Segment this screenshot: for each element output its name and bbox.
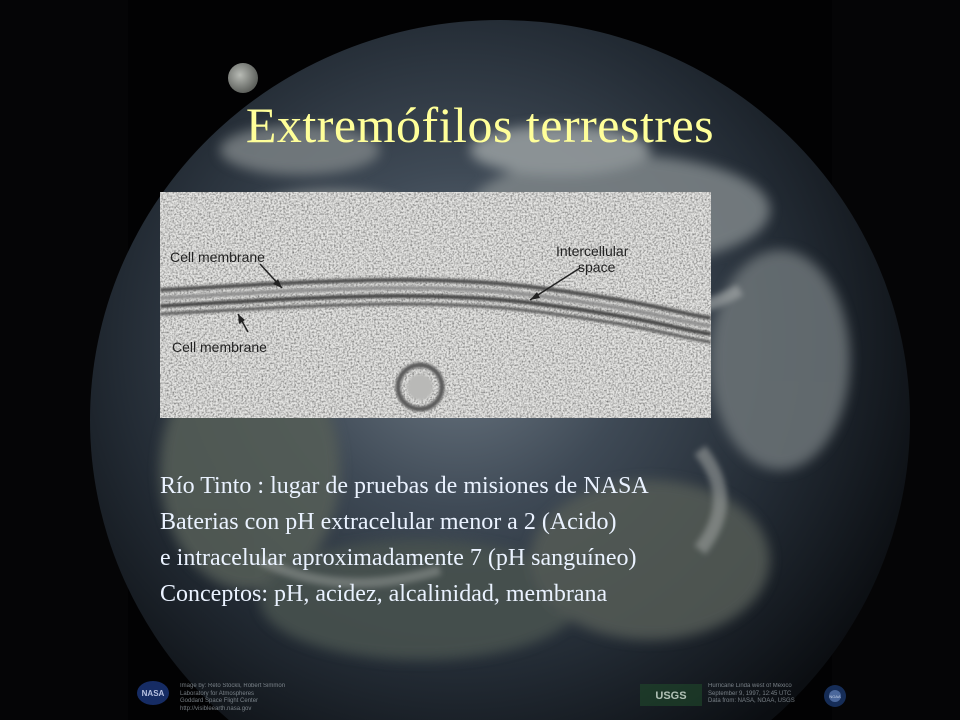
body-text [160, 468, 649, 612]
body-line: Baterias con pH extracelular menor a 2 (Acido) [160, 509, 617, 535]
nasa-logo [135, 680, 171, 706]
noaa-logo [822, 683, 848, 709]
usgs-logo-text: USGS [655, 690, 687, 702]
body-line: e intracelular aproximadamente 7 (pH sanguíneo) [160, 545, 637, 571]
credit-line: Hurricane Linda west of Mexico [708, 683, 792, 689]
body-line: Río Tinto : lugar de pruebas de misiones de NASA [160, 473, 649, 499]
nasa-logo-text: NASA [141, 689, 165, 698]
slide-title: Extremófilos terrestres [245, 97, 715, 153]
credit-line: Laboratory for Atmospheres [180, 690, 255, 697]
label-space: space [578, 259, 616, 275]
credit-line: Data from: NASA, NOAA, USGS [708, 698, 795, 704]
usgs-logo [640, 684, 702, 706]
credit-right [708, 683, 818, 706]
label-cell-membrane-bottom: Cell membrane [172, 339, 267, 355]
credit-line: Image by: Reto Stöckli, Robert Simmon [180, 683, 286, 689]
credit-line: September 9, 1997, 12:45 UTC [708, 690, 792, 697]
credit-line: Goddard Space Flight Center [180, 698, 259, 704]
noaa-logo-text: NOAA [829, 694, 841, 699]
body-line: Conceptos: pH, acidez, alcalinidad, membrana [160, 581, 608, 607]
credit-left [180, 683, 300, 713]
label-intercellular: Intercellular [556, 243, 629, 259]
cell-membrane-micrograph [160, 192, 711, 418]
label-cell-membrane-top: Cell membrane [170, 249, 265, 265]
credit-line: http://visibleearth.nasa.gov [180, 705, 252, 712]
